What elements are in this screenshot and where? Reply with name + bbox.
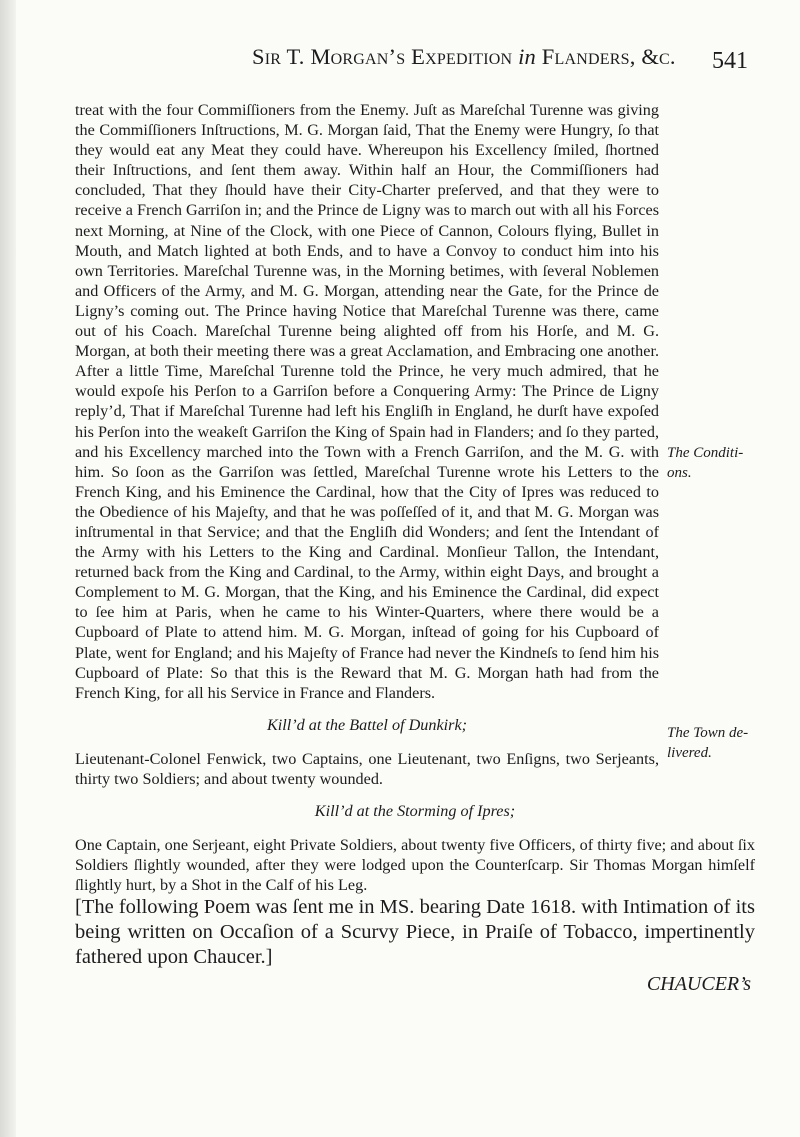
margin-note-conditions: The Conditi-ons. (667, 445, 744, 482)
body-text (75, 100, 755, 995)
running-head-in: in (518, 44, 536, 69)
page-header (122, 44, 748, 78)
running-head (252, 44, 676, 70)
margin-note-town-delivered: The Town de-livered. (667, 725, 749, 762)
paragraph-ipres-casualties: One Captain, one Serjeant, eight Private Soldiers, about twenty five Officers, of thirty five; and about ſix Soldiers ſlightly wounded, after they were lodged upon the Counterſcarp. Sir Thomas Morgan himſelf ſlightly hurt, by a Shot in the Calf of his Leg. (75, 836, 755, 895)
running-head-place: Flanders, &c. (535, 44, 676, 69)
section-heading-dunkirk: Kill’d at the Battel of Dunkirk; (266, 715, 468, 734)
running-head-title: Sir T. Morgan’s Expedition (252, 44, 519, 69)
page-number: 541 (712, 48, 748, 74)
section-heading-ipres: Kill’d at the Storming of Ipres; (314, 802, 516, 821)
page-binding-edge (0, 0, 16, 1137)
margin-notes (667, 443, 755, 763)
poem-introduction-note: [The following Poem was ſent me in MS. bearing Date 1618. with Intimation of its being written on Occaſion of a Scurvy Piece, in Praiſe of Tobacco, impertinently fathered upon Chaucer.] (75, 896, 755, 969)
paragraph-dunkirk-casualties: Lieutenant-Colonel Fenwick, two Captains, one Lieutenant, two Enſigns, two Serjeants, thirty two Soldiers; and about twenty wounded. (75, 749, 659, 788)
paragraph-main: treat with the four Commiſſioners from the Enemy. Juſt as Mareſchal Turenne was giving the Commiſſioners Inſtructions, M. G. Morgan ſaid, That the Enemy were Hungry, ſo that they would eat any Meat they could have. Whereupon his Excellency ſmiled, ſhortned their Inſtructions, and ſent them away. Within half an Hour, the Commiſſioners had concluded, That they ſhould have their City-Charter preſerved, and that they were to receive a French Garriſon in; and the Prince de Ligny was to march out with all his Forces next Morning, at Nine of the Clock, with one Piece of Cannon, Colours flying, Bullet in Mouth, and Match lighted at both Ends, and to have a Convoy to conduct him into his own Territories. Mareſchal Turenne was, in the Morning betimes, with ſeveral Noblemen and Officers of the Army, and M. G. Morgan, attending near the Gate, for the Prince de Ligny’s coming out. The Prince having Notice that Mareſchal Turenne was there, came out of his Coach. Mareſchal Turenne being alighted off from his Horſe, and M. G. Morgan, at both their meeting there was a great Acclamation, and Embracing one another. After a little Time, Mareſchal Turenne told the Prince, he very much admired, that he would expoſe his Perſon to a Garriſon before a Conquering Army: The Prince de Ligny reply’d, That if Mareſchal Turenne had left his Engliſh in England, he durſt have expoſed his Perſon into the weakeſt Garriſon the King of Spain had in Flanders; and ſo they parted, and his Excellency marched into the Town with a French Garriſon, and the M. G. with him. So ſoon as the Garriſon was ſettled, Mareſchal Turenne wrote his Letters to the French King, and his Eminence the Cardinal, how that the City of Ipres was reduced to the Obedience of his Majeſty, and that he was poſſeſſed of it, and that M. G. Morgan was inſtrumental in that Service; and that the Engliſh did Wonders; and ſent the Intendant of the Army with his Letters to the King and Cardinal. Monſieur Tallon, the Intendant, returned back from the King and Cardinal, to the Army, within eight Days, and brought a Complement to M. G. Morgan, that the King, and his Eminence the Cardinal, did expect to ſee him at Paris, when he came to his Winter-Quarters, where there would be a Cupboard of Plate to attend him. M. G. Morgan, inſtead of going for his Cupboard of Plate, went for England; and his Majeſty of France had never the Kindneſs to ſend him his Cupboard of Plate: So that this is the Reward that M. G. Morgan hath had from the French King, for all his Service in France and Flanders. (75, 101, 659, 702)
catchword: CHAUCER’s (646, 973, 751, 996)
